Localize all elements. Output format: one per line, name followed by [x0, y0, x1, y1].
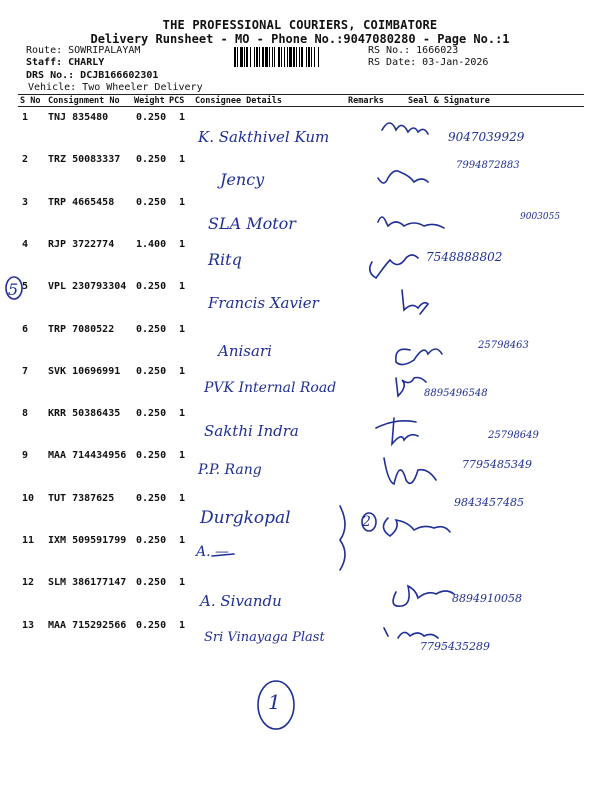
- pcs-cell: 1: [179, 535, 186, 546]
- column-header-seal: Seal & Signature: [408, 96, 490, 106]
- consignee-handwriting: A. —: [196, 544, 230, 560]
- consignee-handwriting: Durgkopal: [200, 508, 291, 528]
- weight-cell: 1.400: [136, 238, 167, 250]
- weight-cell: 0.250: [136, 619, 167, 631]
- weight-cell: 0.250: [136, 196, 167, 208]
- sno-cell: 7: [22, 365, 29, 377]
- seal-phone-handwriting: 9047039929: [448, 130, 525, 144]
- margin-mark: 5: [8, 280, 19, 299]
- seal-phone-handwriting: 7795435289: [420, 640, 490, 653]
- consignment-number: TRP 7080522: [48, 323, 115, 335]
- barcode-image: [234, 47, 364, 67]
- sno-cell: 5: [22, 281, 29, 293]
- column-header-consignment: Consignment No: [48, 96, 120, 106]
- seal-phone-handwriting: 8895496548: [424, 388, 488, 399]
- seal-phone-handwriting: 7548888802: [426, 250, 503, 264]
- runsheet-title: Delivery Runsheet - MO - Phone No.:9047080280 - Page No.:1: [90, 32, 510, 46]
- weight-cell: 0.250: [136, 408, 167, 420]
- weight-cell: 0.250: [136, 154, 167, 166]
- consignment-number: TRP 4665458: [48, 196, 115, 208]
- table-row: [0, 535, 600, 577]
- table-row: [0, 450, 600, 492]
- column-header-sno: S No: [20, 96, 41, 106]
- weight-cell: 0.250: [136, 450, 167, 462]
- pcs-cell: 1: [179, 238, 186, 250]
- header-rule-bottom: [18, 106, 584, 107]
- route-label: Route: SOWRIPALAYAM: [26, 45, 141, 56]
- consignee-handwriting: A. Sivandu: [200, 592, 282, 610]
- sno-cell: 12: [22, 577, 35, 589]
- pcs-cell: 1: [179, 154, 186, 166]
- seal-phone-handwriting: 8894910058: [452, 592, 522, 605]
- table-row: [0, 197, 600, 239]
- weight-cell: 0.250: [136, 323, 167, 335]
- pcs-cell: 1: [179, 619, 186, 631]
- consignee-handwriting: Ritq: [208, 250, 242, 269]
- seal-phone-handwriting: 25798649: [488, 430, 539, 441]
- pcs-cell: 1: [179, 323, 186, 335]
- sno-cell: 3: [22, 196, 29, 208]
- weight-cell: 0.250: [136, 577, 167, 589]
- pcs-cell: 1: [179, 577, 186, 589]
- sno-cell: 1: [22, 112, 29, 123]
- weight-cell: 0.250: [136, 535, 167, 546]
- consignee-handwriting: SLA Motor: [208, 214, 296, 233]
- consignment-number: RJP 3722774: [48, 238, 115, 250]
- sno-cell: 10: [22, 492, 35, 504]
- sno-cell: 2: [22, 154, 29, 166]
- consignment-number: MAA 715292566: [48, 619, 127, 631]
- rs-date: RS Date: 03-Jan-2026: [368, 57, 489, 68]
- pcs-cell: 1: [179, 365, 186, 377]
- weight-cell: 0.250: [136, 281, 167, 293]
- sno-cell: 4: [22, 238, 29, 250]
- weight-cell: 0.250: [136, 112, 167, 123]
- vehicle-label: Vehicle: Two Wheeler Delivery: [28, 82, 203, 93]
- consignee-handwriting: Francis Xavier: [208, 294, 319, 312]
- consignment-number: VPL 230793304: [48, 281, 127, 293]
- column-header-pcs: PCS: [169, 96, 185, 106]
- consignment-number: TUT 7387625: [48, 492, 115, 504]
- table-row: [0, 239, 600, 281]
- column-header-consignee: Consignee Details: [195, 96, 282, 106]
- consignment-number: IXM 509591799: [48, 535, 127, 546]
- page-mark: 1: [268, 690, 281, 714]
- company-title: THE PROFESSIONAL COURIERS, COIMBATORE: [162, 18, 438, 32]
- consignee-handwriting: PVK Internal Road: [204, 380, 337, 396]
- pcs-cell: 1: [179, 196, 186, 208]
- consignee-handwriting: P.P. Rang: [198, 462, 262, 478]
- consignment-number: TNJ 835480: [48, 112, 109, 123]
- consignment-number: SVK 10696991: [48, 365, 121, 377]
- seal-phone-handwriting: 9843457485: [454, 496, 524, 509]
- pcs-cell: 1: [179, 408, 186, 420]
- seal-phone-handwriting: 7994872883: [456, 160, 520, 171]
- header-rule-top: [18, 94, 584, 95]
- sno-cell: 6: [22, 323, 29, 335]
- consignee-handwriting: Jency: [220, 170, 265, 189]
- pcs-cell: 1: [179, 450, 186, 462]
- consignment-number: TRZ 50083337: [48, 154, 121, 166]
- pcs-cell: 1: [179, 492, 186, 504]
- seal-phone-handwriting: 7795485349: [462, 458, 532, 471]
- consignment-number: KRR 50386435: [48, 408, 121, 420]
- seal-phone-handwriting: 9003055: [520, 212, 561, 222]
- weight-cell: 0.250: [136, 365, 167, 377]
- consignee-handwriting: K. Sakthivel Kum: [198, 128, 330, 146]
- consignee-handwriting: Sri Vinayaga Plast: [204, 630, 325, 645]
- staff-label: Staff: CHARLY: [26, 57, 105, 68]
- sno-cell: 11: [22, 535, 35, 546]
- sno-cell: 8: [22, 408, 29, 420]
- consignment-number: MAA 714434956: [48, 450, 127, 462]
- column-header-remarks: Remarks: [348, 96, 384, 106]
- consignee-handwriting: Sakthi Indra: [204, 422, 299, 440]
- column-header-weight: Weight: [134, 96, 165, 106]
- sno-cell: 13: [22, 619, 35, 631]
- consignee-handwriting: Anisari: [218, 342, 272, 360]
- pcs-cell: 1: [179, 281, 186, 293]
- rs-number: RS No.: 1666023: [368, 45, 459, 56]
- pcs-cell: 1: [179, 112, 186, 123]
- consignment-number: SLM 386177147: [48, 577, 127, 589]
- remarks-mark: 2: [362, 514, 371, 530]
- drs-number: DRS No.: DCJB166602301: [26, 70, 159, 81]
- seal-phone-handwriting: 25798463: [478, 340, 529, 351]
- sno-cell: 9: [22, 450, 29, 462]
- weight-cell: 0.250: [136, 492, 167, 504]
